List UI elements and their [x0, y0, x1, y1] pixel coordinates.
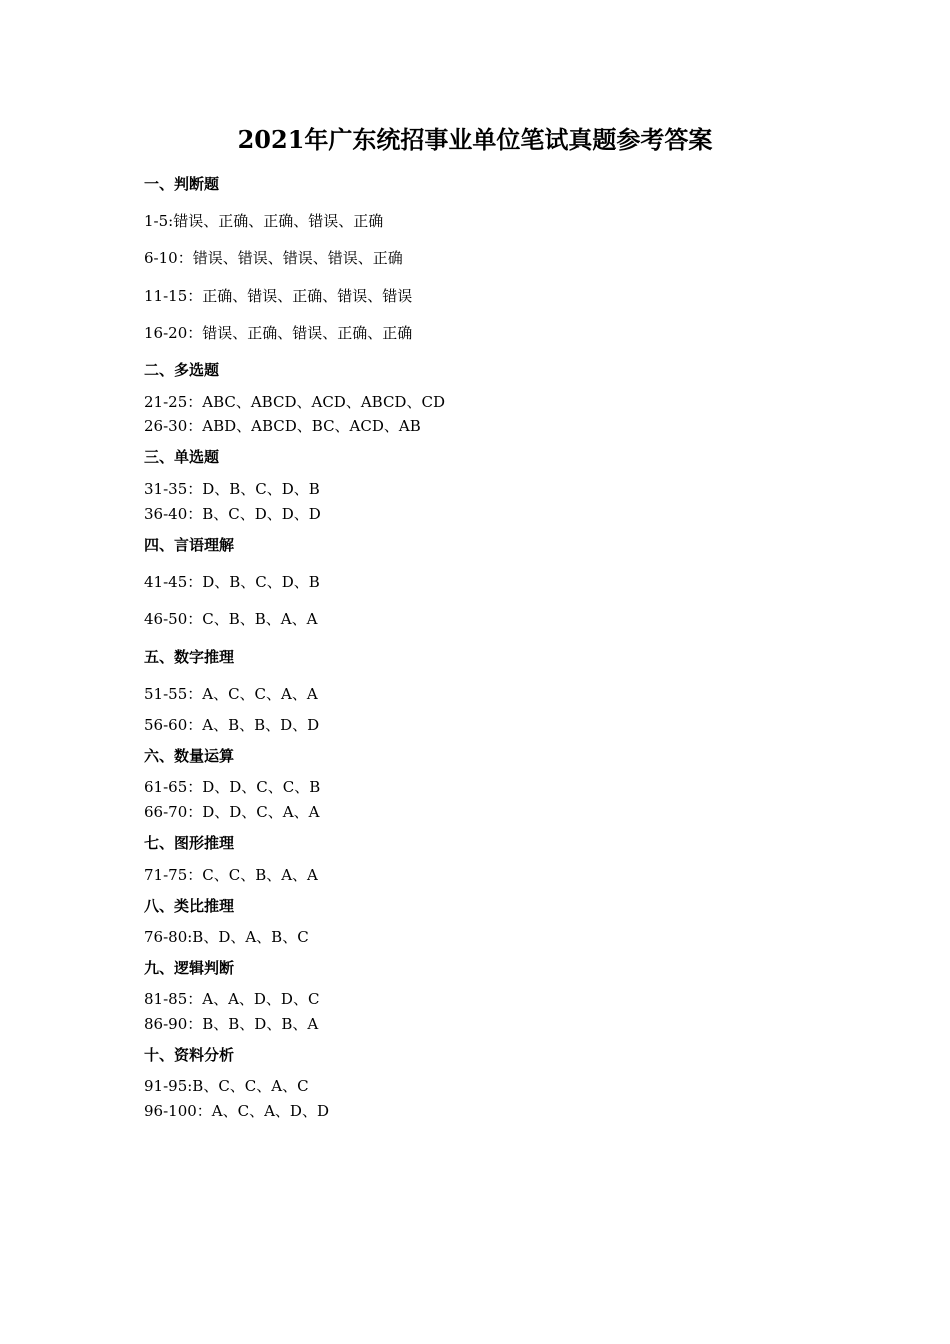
section-heading: 七、图形推理 [144, 834, 235, 852]
answer-line: 61-65：D、D、C、C、B [144, 778, 321, 796]
section-heading: 三、单选题 [144, 448, 220, 466]
section-heading: 九、逻辑判断 [144, 959, 235, 977]
section-heading: 八、类比推理 [144, 897, 235, 915]
answer-line: 41-45：D、B、C、D、B [144, 573, 320, 591]
answer-line: 51-55：A、C、C、A、A [144, 685, 318, 703]
answer-line: 6-10：错误、错误、错误、错误、正确 [144, 249, 403, 267]
answer-line: 26-30：ABD、ABCD、BC、ACD、AB [144, 417, 421, 435]
answer-line: 46-50：C、B、B、A、A [144, 610, 318, 628]
section-heading: 二、多选题 [144, 361, 220, 379]
section-heading: 一、判断题 [144, 175, 220, 193]
answer-line: 31-35：D、B、C、D、B [144, 480, 320, 498]
answer-line: 76-80:B、D、A、B、C [144, 928, 309, 946]
answer-line: 71-75：C、C、B、A、A [144, 866, 318, 884]
section-heading: 六、数量运算 [144, 747, 235, 765]
answer-line: 56-60：A、B、B、D、D [144, 716, 320, 734]
answer-line: 96-100：A、C、A、D、D [144, 1102, 329, 1120]
document-title: 2021年广东统招事业单位笔试真题参考答案 [237, 125, 713, 154]
answer-line: 36-40：B、C、D、D、D [144, 505, 321, 523]
answer-line: 81-85：A、A、D、D、C [144, 990, 320, 1008]
section-heading: 十、资料分析 [144, 1046, 235, 1064]
answer-line: 66-70：D、D、C、A、A [144, 803, 320, 821]
answer-line: 86-90：B、B、D、B、A [144, 1015, 319, 1033]
section-heading: 五、数字推理 [144, 648, 235, 666]
section-heading: 四、言语理解 [144, 536, 235, 554]
answer-line: 11-15：正确、错误、正确、错误、错误 [144, 287, 413, 305]
answer-line: 16-20：错误、正确、错误、正确、正确 [144, 324, 413, 342]
answer-line: 1-5:错误、正确、正确、错误、正确 [144, 212, 384, 230]
answer-line: 91-95:B、C、C、A、C [144, 1077, 309, 1095]
answer-line: 21-25：ABC、ABCD、ACD、ABCD、CD [144, 393, 445, 411]
